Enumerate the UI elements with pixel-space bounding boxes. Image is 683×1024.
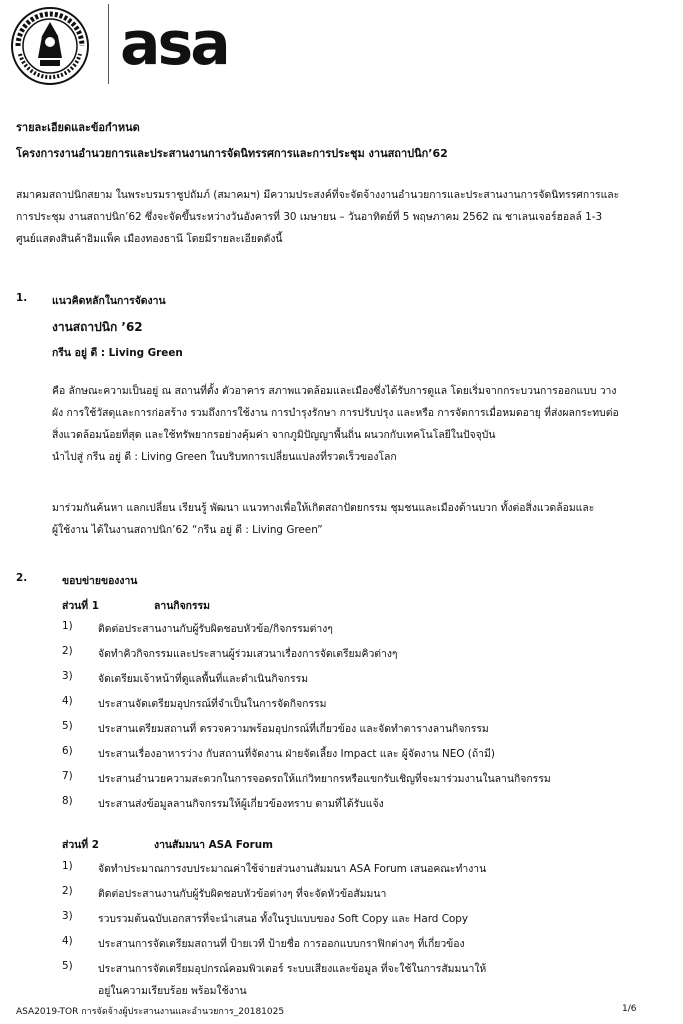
item-number: 1) xyxy=(62,620,73,632)
item-text: ประสานจัดเตรียมอุปกรณ์ที่จำเป็นในการจัดกิจกรรม xyxy=(98,698,327,710)
concept-line: สิ่งแวดล้อมน้อยที่สุด และใช้ทรัพยากรอย่างคุ้มค่า จากภูมิปัญญาพื้นถิ่น ผนวกกับเทคโนโลยีในปัจจุบัน xyxy=(52,429,496,441)
item-text: จัดเตรียมเจ้าหน้าที่ดูแลพื้นที่และดำเนินกิจกรรม xyxy=(98,673,309,685)
concept-paragraph xyxy=(52,380,672,468)
document-title: รายละเอียดและข้อกำหนด xyxy=(16,121,140,134)
intro-line: สมาคมสถาปนิกสยาม ในพระบรมราชูปถัมภ์ (สมาคมฯ) มีความประสงค์ที่จะจัดจ้างงานอำนวยการและประสานงานการจัดนิทรรศการและ xyxy=(16,189,620,201)
item-text: ติดต่อประสานงานกับผู้รับผิดชอบหัวข้อ/กิจกรรมต่างๆ xyxy=(98,623,333,635)
item-text: ประสานเรื่องอาหารว่าง กับสถานที่จัดงาน ฝ่ายจัดเลี้ยง Impact และ ผู้จัดงาน NEO (ถ้ามี) xyxy=(98,748,495,760)
asa-logo xyxy=(120,16,252,72)
concept-line: ผัง การใช้วัสดุและการก่อสร้าง รวมถึงการใช้งาน การบำรุงรักษา การปรับปรุง และหรือ การจัดการเมื่อหมดอายุ ที่ส่งผลกระทบต่อ xyxy=(52,407,619,419)
item-text: ประสานส่งข้อมูลลานกิจกรรมให้ผู้เกี่ยวข้องทราบ ตามที่ได้รับแจ้ง xyxy=(98,798,384,810)
section-2-number: 2. xyxy=(16,572,28,584)
item-number: 8) xyxy=(62,795,73,807)
item-text: ประสานการจัดเตรียมอุปกรณ์คอมพิวเตอร์ ระบบเสียงและข้อมูล ที่จะใช้ในการสัมมนาให้ xyxy=(98,963,487,975)
concept-line: คือ ลักษณะความเป็นอยู่ ณ สถานที่ตั้ง ตัวอาคาร สภาพแวดล้อมและเมืองซึ่งได้รับการดูแล โดยเริ่มจากกระบวนการออกแบบ วาง xyxy=(52,385,617,397)
invitation-paragraph xyxy=(52,497,672,541)
asa-logo-text: asa xyxy=(120,16,228,72)
event-theme: กรีน อยู่ ดี : Living Green xyxy=(52,347,183,359)
header-divider xyxy=(108,4,109,84)
item-number: 3) xyxy=(62,910,73,922)
intro-line: การประชุม งานสถาปนิก’62 ซึ่งจะจัดขึ้นระหว่างวันอังคารที่ 30 เมษายน – วันอาทิตย์ที่ 5 พฤษภาคม 2562 ณ ชาเลนเจอร์ฮอลล์ 1-3 xyxy=(16,211,603,223)
item-text: รวบรวมต้นฉบับเอกสารที่จะนำเสนอ ทั้งในรูปแบบของ Soft Copy และ Hard Copy xyxy=(98,913,469,925)
item-text: ประสานอำนวยความสะดวกในการจอดรถให้แก่วิทยากรหรือแขกรับเชิญที่จะมาร่วมงานในลานกิจกรรม xyxy=(98,773,551,785)
item-text: จัดทำประมาณการงบประมาณค่าใช้จ่ายส่วนงานสัมมนา ASA Forum เสนอคณะทำงาน xyxy=(98,863,487,875)
item-text: ประสานการจัดเตรียมสถานที่ ป้ายเวที ป้ายชื่อ การออกแบบกราฟิกต่างๆ ที่เกี่ยวข้อง xyxy=(98,938,465,950)
item-number: 2) xyxy=(62,885,73,897)
item-number: 5) xyxy=(62,720,73,732)
intro-paragraph xyxy=(16,184,672,250)
section-2-heading: ขอบข่ายของงาน xyxy=(62,575,138,587)
item-number: 2) xyxy=(62,645,73,657)
event-name: งานสถาปนิก ’62 xyxy=(52,320,143,334)
page-number: 1/6 xyxy=(622,1004,637,1014)
item-text: ประสานเตรียมสถานที่ ตรวจความพร้อมอุปกรณ์ที่เกี่ยวข้อง และจัดทำตารางลานกิจกรรม xyxy=(98,723,489,735)
footer-doc-id: ASA2019-TOR การจัดจ้างผู้ประสานงานและอำนวยการ_20181025 xyxy=(16,1007,285,1017)
association-seal xyxy=(10,6,90,86)
part-1-list xyxy=(0,620,683,810)
item-number: 5) xyxy=(62,960,73,972)
item-number: 4) xyxy=(62,935,73,947)
part-1-label: ส่วนที่ 1 xyxy=(62,600,99,612)
section-1-number: 1. xyxy=(16,292,28,304)
concept-line: นำไปสู่ กรีน อยู่ ดี : Living Green ในบริบทการเปลี่ยนแปลงที่รวดเร็วของโลก xyxy=(52,451,397,463)
part-1-title: ลานกิจกรรม xyxy=(154,600,210,612)
item-number: 1) xyxy=(62,860,73,872)
project-title: โครงการงานอำนวยการและประสานงานการจัดนิทรรศการและการประชุม งานสถาปนิก’62 xyxy=(16,147,448,160)
item-text: ติดต่อประสานงานกับผู้รับผิดชอบหัวข้อต่างๆ ที่จะจัดหัวข้อสัมมนา xyxy=(98,888,387,900)
item-text: จัดทำคิวกิจกรรมและประสานผู้ร่วมเสวนาเรื่องการจัดเตรียมคิวต่างๆ xyxy=(98,648,398,660)
invitation-line: มาร่วมกันค้นหา แลกเปลี่ยน เรียนรู้ พัฒนา แนวทางเพื่อให้เกิดสถาปัตยกรรม ชุมชนและเมืองด้านบวก ทั้งต่อสิ่งแวดล้อมและ xyxy=(52,502,595,514)
item-number: 4) xyxy=(62,695,73,707)
item-number: 6) xyxy=(62,745,73,757)
section-1-heading: แนวคิดหลักในการจัดงาน xyxy=(52,295,166,307)
part-2-label: ส่วนที่ 2 xyxy=(62,839,99,851)
part-2-title: งานสัมมนา ASA Forum xyxy=(154,839,273,851)
intro-line: ศูนย์แสดงสินค้าอิมแพ็ค เมืองทองธานี โดยมีรายละเอียดดังนี้ xyxy=(16,233,283,245)
item-number: 7) xyxy=(62,770,73,782)
item-number: 3) xyxy=(62,670,73,682)
item-text: อยู่ในความเรียบร้อย พร้อมใช้งาน xyxy=(98,985,247,997)
invitation-line: ผู้ใช้งาน ได้ในงานสถาปนิก’62 “กรีน อยู่ ดี : Living Green” xyxy=(52,524,323,536)
part-2-list xyxy=(0,860,683,1000)
